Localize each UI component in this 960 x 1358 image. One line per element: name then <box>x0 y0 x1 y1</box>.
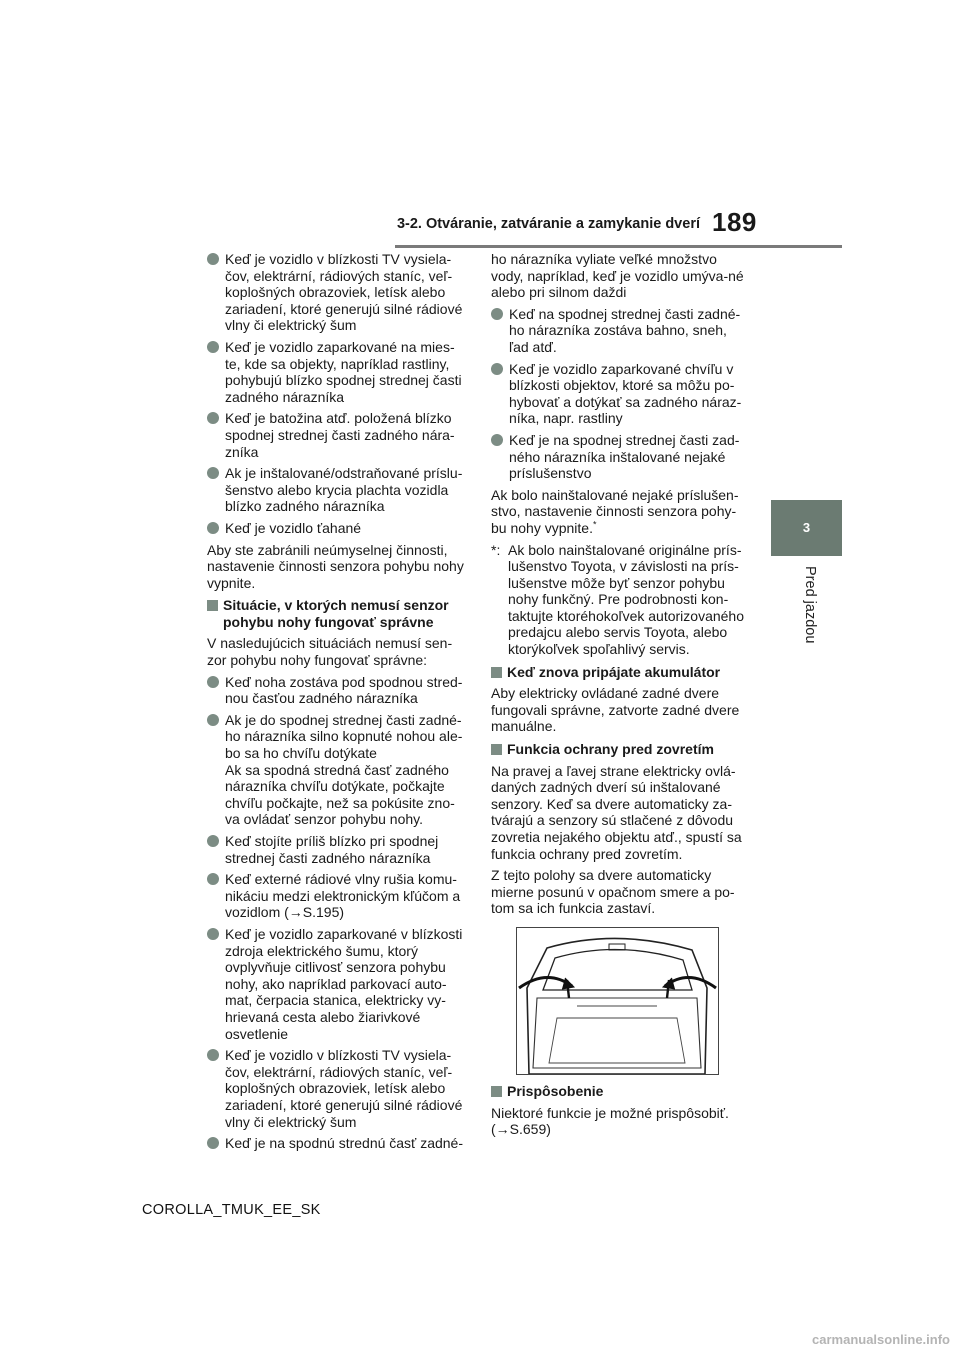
list-item: Keď je na spodnú strednú časť zadné- <box>207 1135 465 1152</box>
list-item: Keď je vozidlo zaparkované v blízkosti zdroja elektrického šumu, ktorý ovplyvňuje citlivosť senzora pohybu nohy, ako napríklad parkovací auto-mat, čerpacia stanica, elektricky vy-hrievaná cesta alebo žiarivkové osvetlenie <box>207 926 465 1042</box>
chapter-tab: 3 <box>771 500 842 556</box>
bullet-icon <box>207 1137 219 1149</box>
bullet-icon <box>207 676 219 688</box>
list-item: Keď je vozidlo zaparkované chvíľu v blízkosti objektov, ktoré sa môžu po-hybovať a dotýkať sa zadného náraz-níka, napr. rastliny <box>491 361 749 427</box>
document-code: COROLLA_TMUK_EE_SK <box>142 1202 321 1218</box>
list-item: Keď je na spodnej strednej časti zad-ného nárazníka inštalované nejaké príslušenstvo <box>491 432 749 482</box>
bullet-icon <box>207 522 219 534</box>
left-column <box>207 251 465 1157</box>
paragraph: Na pravej a ľavej strane elektricky ovlá-daných zadných dverí sú inštalované senzory. Keď sa dvere automaticky za-tvárajú a senzory sú stlačené z dôvodu zovretia nejakého objektu atď., spustí sa funkcia ochrany pred zovretím. <box>491 762 742 862</box>
page-number: 189 <box>712 207 757 237</box>
heading-square-icon <box>207 600 218 611</box>
bullet-icon <box>207 873 219 885</box>
heading-square-icon <box>491 1086 502 1097</box>
section-title: 3-2. Otváranie, zatváranie a zamykanie dverí <box>396 216 700 232</box>
list-item: Keď je vozidlo ťahané <box>207 520 465 537</box>
list-item: Keď noha zostáva pod spodnou stred-nou časťou zadného nárazníka <box>207 674 465 707</box>
list-item: Keď je vozidlo zaparkované na mies-te, kde sa objekty, napríklad rastliny, pohybujú blízko spodnej strednej časti zadného nárazníka <box>207 339 465 405</box>
heading-square-icon <box>491 667 502 678</box>
bullet-icon <box>207 467 219 479</box>
right-column <box>491 251 749 1143</box>
bullet-icon <box>207 714 219 726</box>
section-heading: Prispôsobenie <box>491 1083 749 1100</box>
footnote-marker: * <box>592 519 597 530</box>
list-item: Keď je vozidlo v blízkosti TV vysiela-čov, elektrární, rádiových staníc, veľ-koplošných obrazoviek, letísk alebo zariadení, ktoré generujú silné rádiové vlny či elektrický šum <box>207 251 465 334</box>
list-item: Keď na spodnej strednej časti zadné-ho nárazníka zostáva bahno, sneh, ľad atď. <box>491 306 749 356</box>
list-item: Ak je inštalované/odstraňované príslu-šenstvo alebo krycia plachta vozidla blízko zadného nárazníka <box>207 465 465 515</box>
watermark: carmanualsonline.info <box>812 1332 950 1347</box>
bullet-icon <box>491 434 503 446</box>
paragraph: V nasledujúcich situáciách nemusí sen-zor pohybu nohy fungovať správne: <box>207 635 453 669</box>
header-divider <box>395 245 842 248</box>
paragraph: Ak bolo nainštalované nejaké príslušen-stvo, nastavenie činnosti senzora pohy-bu nohy vypnite.* <box>491 486 739 536</box>
tailgate-illustration <box>516 927 719 1075</box>
bullet-icon <box>207 1049 219 1061</box>
bullet-icon <box>207 412 219 424</box>
footnote-mark: *: <box>491 541 501 558</box>
section-heading: Situácie, v ktorých nemusí senzor pohybu nohy fungovať správne <box>207 597 465 630</box>
list-item: Keď je vozidlo v blízkosti TV vysiela-čov, elektrární, rádiových staníc, veľ-koplošných obrazoviek, letísk alebo zariadení, ktoré generujú silné rádiové vlny či elektrický šum <box>207 1047 465 1130</box>
paragraph: Niektoré funkcie je možné prispôsobiť. (→S.659) <box>491 1104 729 1138</box>
tailgate-drawing <box>517 928 718 1074</box>
bullet-icon <box>207 253 219 265</box>
list-item: Keď stojíte príliš blízko pri spodnej strednej časti zadného nárazníka <box>207 833 465 866</box>
bullet-icon <box>491 363 503 375</box>
section-heading: Keď znova pripájate akumulátor <box>491 664 749 681</box>
paragraph: Aby elektricky ovládané zadné dvere fungovali správne, zatvorte zadné dvere manuálne. <box>491 685 740 735</box>
bullet-icon <box>207 928 219 940</box>
footnote: *: Ak bolo nainštalované originálne prís-lušenstvo Toyota, v závislosti na prís-lušenstve môže byť senzor pohybu nohy funkčný. Pre podrobnosti kon-taktujte ktoréhokoľvek autorizovaného predajcu alebo servis Toyota, alebo ktorýkoľvek spoľahlivý servis. <box>491 541 745 658</box>
heading-square-icon <box>491 744 502 755</box>
bullet-icon <box>491 308 503 320</box>
list-item: Keď je batožina atď. položená blízko spodnej strednej časti zadného nára-zníka <box>207 410 465 460</box>
bullet-icon <box>207 341 219 353</box>
chapter-label: Pred jazdou <box>802 566 818 644</box>
section-heading: Funkcia ochrany pred zovretím <box>491 741 749 758</box>
list-item: Keď externé rádiové vlny rušia komu-nikáciu medzi elektronickým kľúčom a vozidlom (→S.195) <box>207 871 465 921</box>
bullet-icon <box>207 835 219 847</box>
list-item: Ak je do spodnej strednej časti zadné-ho nárazníka silno kopnuté nohou ale-bo sa ho chvíľu dotýkate Ak sa spodná stredná časť zadného nárazníka chvíľu dotýkate, počkajte chvíľu počkajte, než sa pokúsite zno-va ovládať senzor pohybu nohy. <box>207 712 465 828</box>
paragraph: Aby ste zabránili neúmyselnej činnosti, nastavenie činnosti senzora pohybu nohy vypnite. <box>207 541 464 591</box>
paragraph: Z tejto polohy sa dvere automaticky mierne posunú v opačnom smere a po-tom sa ich funkcia zastaví. <box>491 867 735 917</box>
paragraph: ho nárazníka vyliate veľké množstvo vody, napríklad, keď je vozidlo umýva-né alebo pri silnom daždi <box>491 251 744 301</box>
